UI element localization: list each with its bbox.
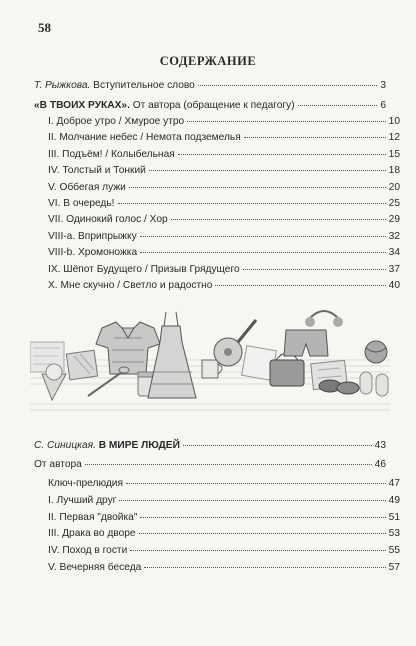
toc-entry[interactable] — [34, 478, 400, 496]
toc-entry-label: III. Драка во дворе — [48, 528, 136, 540]
toc-entry-label: IV. Поход в гости — [48, 545, 128, 557]
toc-entry[interactable] — [34, 495, 400, 513]
page-ref: 25 — [388, 198, 400, 209]
leader-dots — [149, 170, 386, 171]
page-ref: 32 — [388, 230, 400, 242]
page-ref: 43 — [374, 440, 386, 451]
leader-dots — [129, 187, 386, 188]
toc-entry[interactable] — [34, 528, 400, 546]
page-ref: 6 — [380, 100, 386, 111]
page-ref: 20 — [388, 181, 400, 193]
leader-dots — [85, 464, 372, 465]
cloth-icon — [66, 350, 97, 380]
page-ref: 29 — [388, 214, 400, 226]
leader-dots — [198, 85, 377, 86]
dress-icon — [148, 312, 196, 398]
toc-entry-intro[interactable] — [34, 80, 386, 98]
toc-entry-label: От автора — [34, 459, 82, 470]
page-ref: 55 — [388, 545, 400, 557]
leader-dots — [140, 236, 386, 237]
leader-dots — [140, 517, 385, 518]
page-ref: 3 — [380, 80, 386, 91]
ball-icon — [365, 341, 387, 363]
toc-entry-from-author[interactable] — [34, 459, 386, 477]
toc-entry-label: X. Мне скучно / Светло и радостно — [48, 280, 213, 291]
toc-entry-label: VIII-b. Хромоножка — [48, 247, 138, 259]
page-ref: 46 — [374, 459, 386, 470]
entry-title: Вступительное слово — [90, 80, 195, 91]
leader-dots — [118, 203, 386, 204]
toc-entry-label: VII. Одинокий голос / Хор — [48, 214, 168, 226]
page-ref: 15 — [388, 148, 400, 160]
author-name: С. Синицкая. — [34, 440, 96, 451]
leader-dots — [126, 483, 386, 484]
toc-entry-main[interactable] — [34, 440, 386, 458]
leader-dots — [178, 154, 386, 155]
toc-entry[interactable] — [34, 512, 400, 530]
toc-entry[interactable] — [34, 165, 400, 183]
leader-dots — [187, 121, 385, 122]
leader-dots — [215, 285, 385, 286]
illustration-strip — [30, 300, 390, 418]
leader-dots — [244, 137, 386, 138]
toc-entry-label: VI. В очередь! — [48, 198, 115, 209]
toc-entry[interactable] — [34, 214, 400, 232]
toc-entry-label — [34, 440, 180, 451]
toc-entry-label: Ключ-прелюдия — [48, 478, 124, 489]
leader-dots — [171, 219, 386, 220]
toc-entry[interactable] — [34, 545, 400, 563]
section-title: «В ТВОИХ РУКАХ». — [34, 100, 130, 111]
toc-entry-label: III. Подъём! / Колыбельная — [48, 148, 175, 160]
toc-entry[interactable] — [34, 149, 400, 167]
leader-dots — [140, 252, 386, 253]
toc-entry[interactable] — [34, 182, 400, 200]
shorts-icon — [284, 330, 328, 356]
section-title: В МИРЕ ЛЮДЕЙ — [95, 440, 180, 451]
page-ref: 49 — [388, 494, 400, 506]
page-ref: 40 — [388, 280, 400, 291]
leader-dots — [243, 269, 386, 270]
toc-entry-label: I. Лучший друг — [48, 494, 117, 506]
leader-dots — [130, 550, 385, 551]
toc-entry-label: VIII-а. Вприпрыжку — [48, 230, 137, 242]
toc-entry-label: II. Первая "двойка" — [48, 511, 138, 523]
author-name: Т. Рыжкова. — [34, 80, 91, 91]
toc-entry-label: II. Молчание небес / Немота подземелья — [48, 132, 241, 144]
toc-entry-label — [34, 80, 195, 91]
page-ref: 57 — [388, 562, 400, 573]
toc-entry-label: V. Оббегая лужи — [48, 181, 126, 193]
toc-entry-label: V. Вечерняя беседа — [48, 562, 142, 573]
page-ref: 18 — [388, 165, 400, 177]
leader-dots — [144, 567, 385, 568]
toc-entry-label: I. Доброе утро / Хмурое утро — [48, 116, 185, 127]
toc-entry[interactable] — [34, 562, 400, 580]
page-ref: 53 — [388, 528, 400, 540]
toc-entry[interactable] — [34, 198, 400, 216]
toc-entry[interactable] — [34, 264, 400, 282]
page-ref: 10 — [388, 116, 400, 127]
shoes-icon — [319, 380, 359, 394]
page-ref: 51 — [388, 511, 400, 523]
leader-dots — [119, 500, 385, 501]
leader-dots — [139, 533, 386, 534]
toc-entry[interactable] — [34, 247, 400, 265]
toc-entry[interactable] — [34, 132, 400, 150]
headphones-icon — [305, 311, 343, 327]
toc-entry-label: IX. Шёпот Будущего / Призыв Грядущего — [48, 263, 240, 275]
entry-title: От автора (обращение к педагогу) — [129, 100, 295, 111]
toc-entry[interactable] — [34, 231, 400, 249]
page-ref: 12 — [388, 132, 400, 144]
toc-heading: СОДЕРЖАНИЕ — [159, 54, 257, 68]
leader-dots — [298, 105, 378, 106]
page-ref: 34 — [388, 247, 400, 259]
page-ref: 47 — [388, 478, 400, 489]
toc-entry[interactable] — [34, 280, 400, 298]
toc-entry-label: IV. Толстый и Тонкий — [48, 165, 146, 177]
page-ref: 37 — [388, 263, 400, 275]
leader-dots — [183, 445, 372, 446]
toc-entry-label — [34, 100, 295, 111]
page-number: 58 — [38, 20, 51, 35]
